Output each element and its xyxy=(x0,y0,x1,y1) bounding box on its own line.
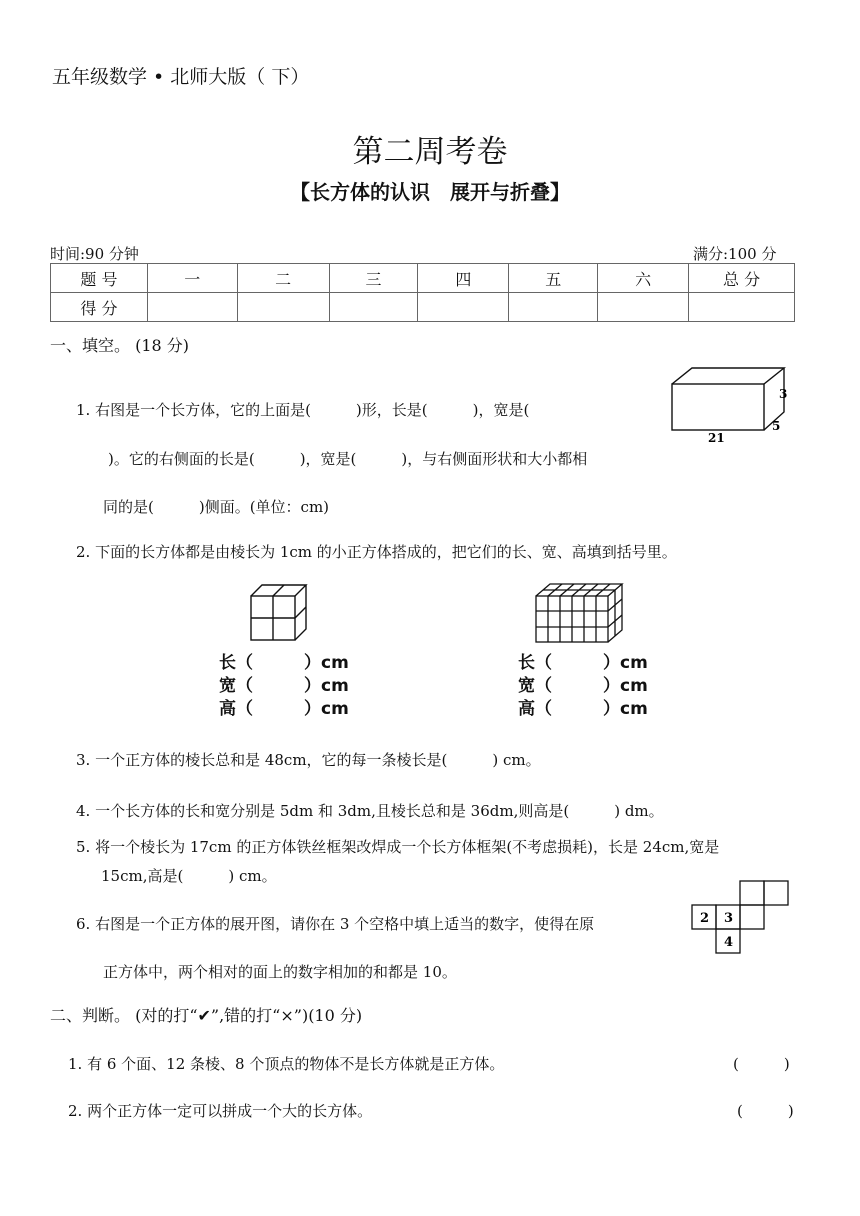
q2-left-width: 宽（ ）cm xyxy=(219,676,349,696)
q2-left-length: 长（ ）cm xyxy=(219,653,349,673)
score-input-cell[interactable] xyxy=(147,293,237,322)
q2-text: 2. 下面的长方体都是由棱长为 1cm 的小正方体搭成的，把它们的长、宽、高填到括号里。 xyxy=(76,543,677,561)
score-input-cell[interactable] xyxy=(329,293,418,322)
exam-full-score: 满分:100 分 xyxy=(693,245,777,263)
q6-line2: 正方体中，两个相对的面上的数字相加的和都是 10。 xyxy=(103,963,457,981)
score-table xyxy=(50,263,795,322)
net-face-3: 3 xyxy=(724,911,734,926)
net-face-4: 4 xyxy=(724,935,734,950)
score-input-cell[interactable] xyxy=(598,293,689,322)
score-cell: 总 分 xyxy=(689,264,795,293)
exam-title: 第二周考卷 xyxy=(352,134,508,170)
score-input-cell[interactable] xyxy=(418,293,509,322)
score-input-cell[interactable] xyxy=(509,293,598,322)
q5-line2: 15cm,高是( ) cm。 xyxy=(101,867,277,885)
q5-line1: 5. 将一个棱长为 17cm 的正方体铁丝框架改焊成一个长方体框架(不考虑损耗)，长是 24cm,宽是 xyxy=(76,838,720,856)
q4-text: 4. 一个长方体的长和宽分别是 5dm 和 3dm,且棱长总和是 36dm,则高是( ) dm。 xyxy=(76,802,664,820)
judge-q2-answer-bracket[interactable]: ( ) xyxy=(737,1102,794,1120)
cuboid-width-label: 5 xyxy=(772,419,781,433)
q2-right-width: 宽（ ）cm xyxy=(518,676,648,696)
judge-q2-text: 2. 两个正方体一定可以拼成一个大的长方体。 xyxy=(68,1102,373,1120)
q1-line1: 1. 右图是一个长方体，它的上面是( )形，长是( )，宽是( xyxy=(76,401,530,419)
exam-time: 时间:90 分钟 xyxy=(50,245,139,263)
cuboid-length-label: 21 xyxy=(708,431,725,444)
score-cell: 一 xyxy=(147,264,237,293)
score-cell: 二 xyxy=(237,264,329,293)
score-cell: 三 xyxy=(329,264,418,293)
q2-left-labels xyxy=(219,652,349,721)
cube-net-figure xyxy=(690,880,790,954)
q3-text: 3. 一个正方体的棱长总和是 48cm，它的每一条棱长是( ) cm。 xyxy=(76,751,541,769)
q2-right-height: 高（ ）cm xyxy=(518,699,648,719)
score-cell: 得 分 xyxy=(51,293,148,322)
exam-subtitle: 【长方体的认识 展开与折叠】 xyxy=(290,180,570,204)
judge-q1-text: 1. 有 6 个面、12 条棱、8 个顶点的物体不是长方体就是正方体。 xyxy=(68,1055,505,1073)
cuboid-height-label: 3 xyxy=(779,387,788,401)
q1-line3: 同的是( )侧面。(单位：cm) xyxy=(103,498,330,516)
q2-right-labels xyxy=(518,652,648,721)
small-cuboid-figure xyxy=(246,578,312,644)
section1-heading: 一、填空。 (18 分) xyxy=(50,336,190,355)
series-header: 五年级数学 • 北师大版（ 下） xyxy=(52,66,310,88)
judge-q1-answer-bracket[interactable]: ( ) xyxy=(733,1055,790,1073)
net-face-2: 2 xyxy=(700,911,710,926)
score-cell: 题 号 xyxy=(51,264,148,293)
score-table-header-row xyxy=(51,264,795,293)
q2-right-length: 长（ ）cm xyxy=(518,653,648,673)
q1-line2: )。它的右侧面的长是( )，宽是( )，与右侧面形状和大小都相 xyxy=(108,450,588,468)
q6-line1: 6. 右图是一个正方体的展开图，请你在 3 个空格中填上适当的数字，使得在原 xyxy=(76,915,595,933)
cuboid-figure xyxy=(660,362,800,444)
q2-left-height: 高（ ）cm xyxy=(219,699,349,719)
score-cell: 六 xyxy=(598,264,689,293)
section2-heading: 二、判断。 (对的打“✔”,错的打“×”)(10 分) xyxy=(50,1006,363,1025)
score-input-cell[interactable] xyxy=(237,293,329,322)
score-cell: 五 xyxy=(509,264,598,293)
score-cell: 四 xyxy=(418,264,509,293)
score-table-score-row xyxy=(51,293,795,322)
score-input-cell[interactable] xyxy=(689,293,795,322)
large-cuboid-figure xyxy=(534,580,626,644)
